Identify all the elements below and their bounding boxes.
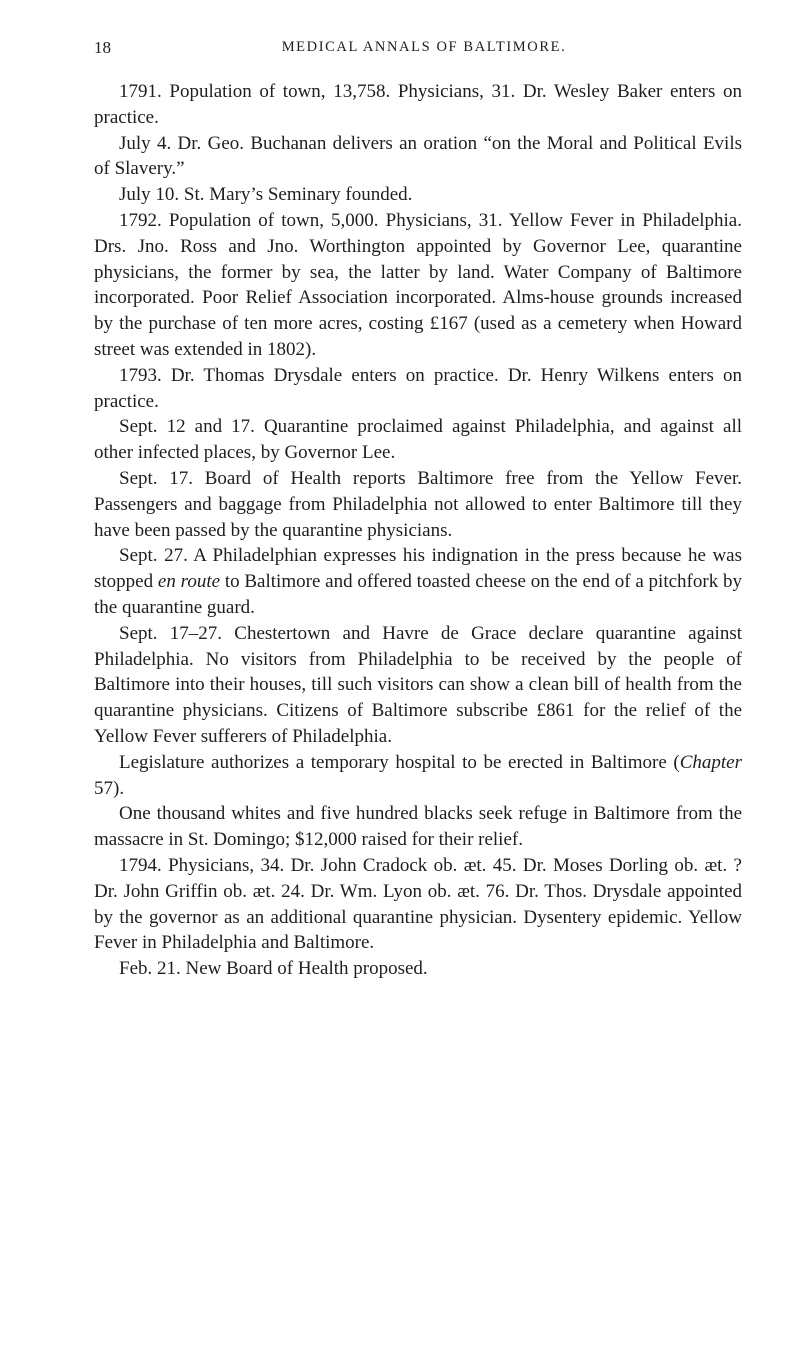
paragraph-st-domingo: One thousand whites and five hundred blacks seek refuge in Baltimore from the massacre in St. Domingo; $12,000 raised for their relief. bbox=[94, 803, 742, 851]
paragraph-feb-21: Feb. 21. New Board of Health proposed. bbox=[119, 958, 428, 980]
body-text bbox=[94, 79, 742, 982]
text-run: 57). bbox=[94, 777, 125, 799]
paragraph-1793: 1793. Dr. Thomas Drysdale enters on practice. Dr. Henry Wilkens enters on practice. bbox=[94, 364, 742, 412]
paragraph-sept-27 bbox=[94, 543, 742, 620]
paragraph-july-10: July 10. St. Mary’s Seminary founded. bbox=[119, 184, 413, 206]
text-run: Legislature authorizes a temporary hospital to be erected in Baltimore ( bbox=[119, 751, 680, 773]
text-run: to Baltimore and offered toasted cheese on the end of a pitchfork by the quarantine guard. bbox=[94, 571, 742, 618]
paragraph-july-4: July 4. Dr. Geo. Buchanan delivers an oration “on the Moral and Political Evils of Slavery.” bbox=[94, 132, 742, 180]
page-number: 18 bbox=[94, 38, 111, 57]
italic-phrase: en route bbox=[157, 571, 221, 593]
paragraph-sept-12-17: Sept. 12 and 17. Quarantine proclaimed against Philadelphia, and against all other infected places, by Governor Lee. bbox=[94, 416, 742, 464]
paragraph-1791: 1791. Population of town, 13,758. Physicians, 31. Dr. Wesley Baker enters on practice. bbox=[94, 81, 742, 128]
paragraph-1794: 1794. Physicians, 34. Dr. John Cradock ob. æt. 45. Dr. Moses Dorling ob. æt. ? Dr. John Griffin ob. æt. 24. Dr. Wm. Lyon ob. æt. 76. Dr. Thos. Drysdale appointed by the governor as an additional quarantine physician. Dysentery epidemic. Yellow Fever in Philadelphia and Baltimore. bbox=[94, 854, 742, 954]
paragraph-1792: 1792. Population of town, 5,000. Physicians, 31. Yellow Fever in Philadelphia. Drs. Jno. Ross and Jno. Worthington appointed by Governor Lee, quarantine physicians, the former by sea, the latter by land. Water Company of Baltimore incorporated. Poor Relief Association incorporated. Alms-house grounds increased by the purchase of ten more acres, costing £167 (used as a cemetery when Howard street was extended in 1802). bbox=[94, 209, 742, 360]
text-run: Sept. 27. A Philadelphian expresses his indignation in the press because he was stopped bbox=[94, 545, 742, 593]
paragraph-legislature bbox=[94, 750, 742, 802]
running-head bbox=[94, 38, 754, 60]
running-title: MEDICAL ANNALS OF BALTIMORE. bbox=[281, 39, 567, 55]
paragraph-sept-17-27: Sept. 17–27. Chestertown and Havre de Grace declare quarantine against Philadelphia. No visitors from Philadelphia to be received by the people of Baltimore into their houses, till such visitors can show a clean bill of health from the quarantine physicians. Citizens of Baltimore subscribe £861 for the relief of the Yellow Fever sufferers of Philadelphia. bbox=[94, 622, 742, 747]
italic-phrase: Chapter bbox=[679, 751, 742, 773]
paragraph-sept-17: Sept. 17. Board of Health reports Baltimore free from the Yellow Fever. Passengers and baggage from Philadelphia not allowed to enter Baltimore till they have been passed by the quarantine physicians. bbox=[94, 467, 742, 541]
